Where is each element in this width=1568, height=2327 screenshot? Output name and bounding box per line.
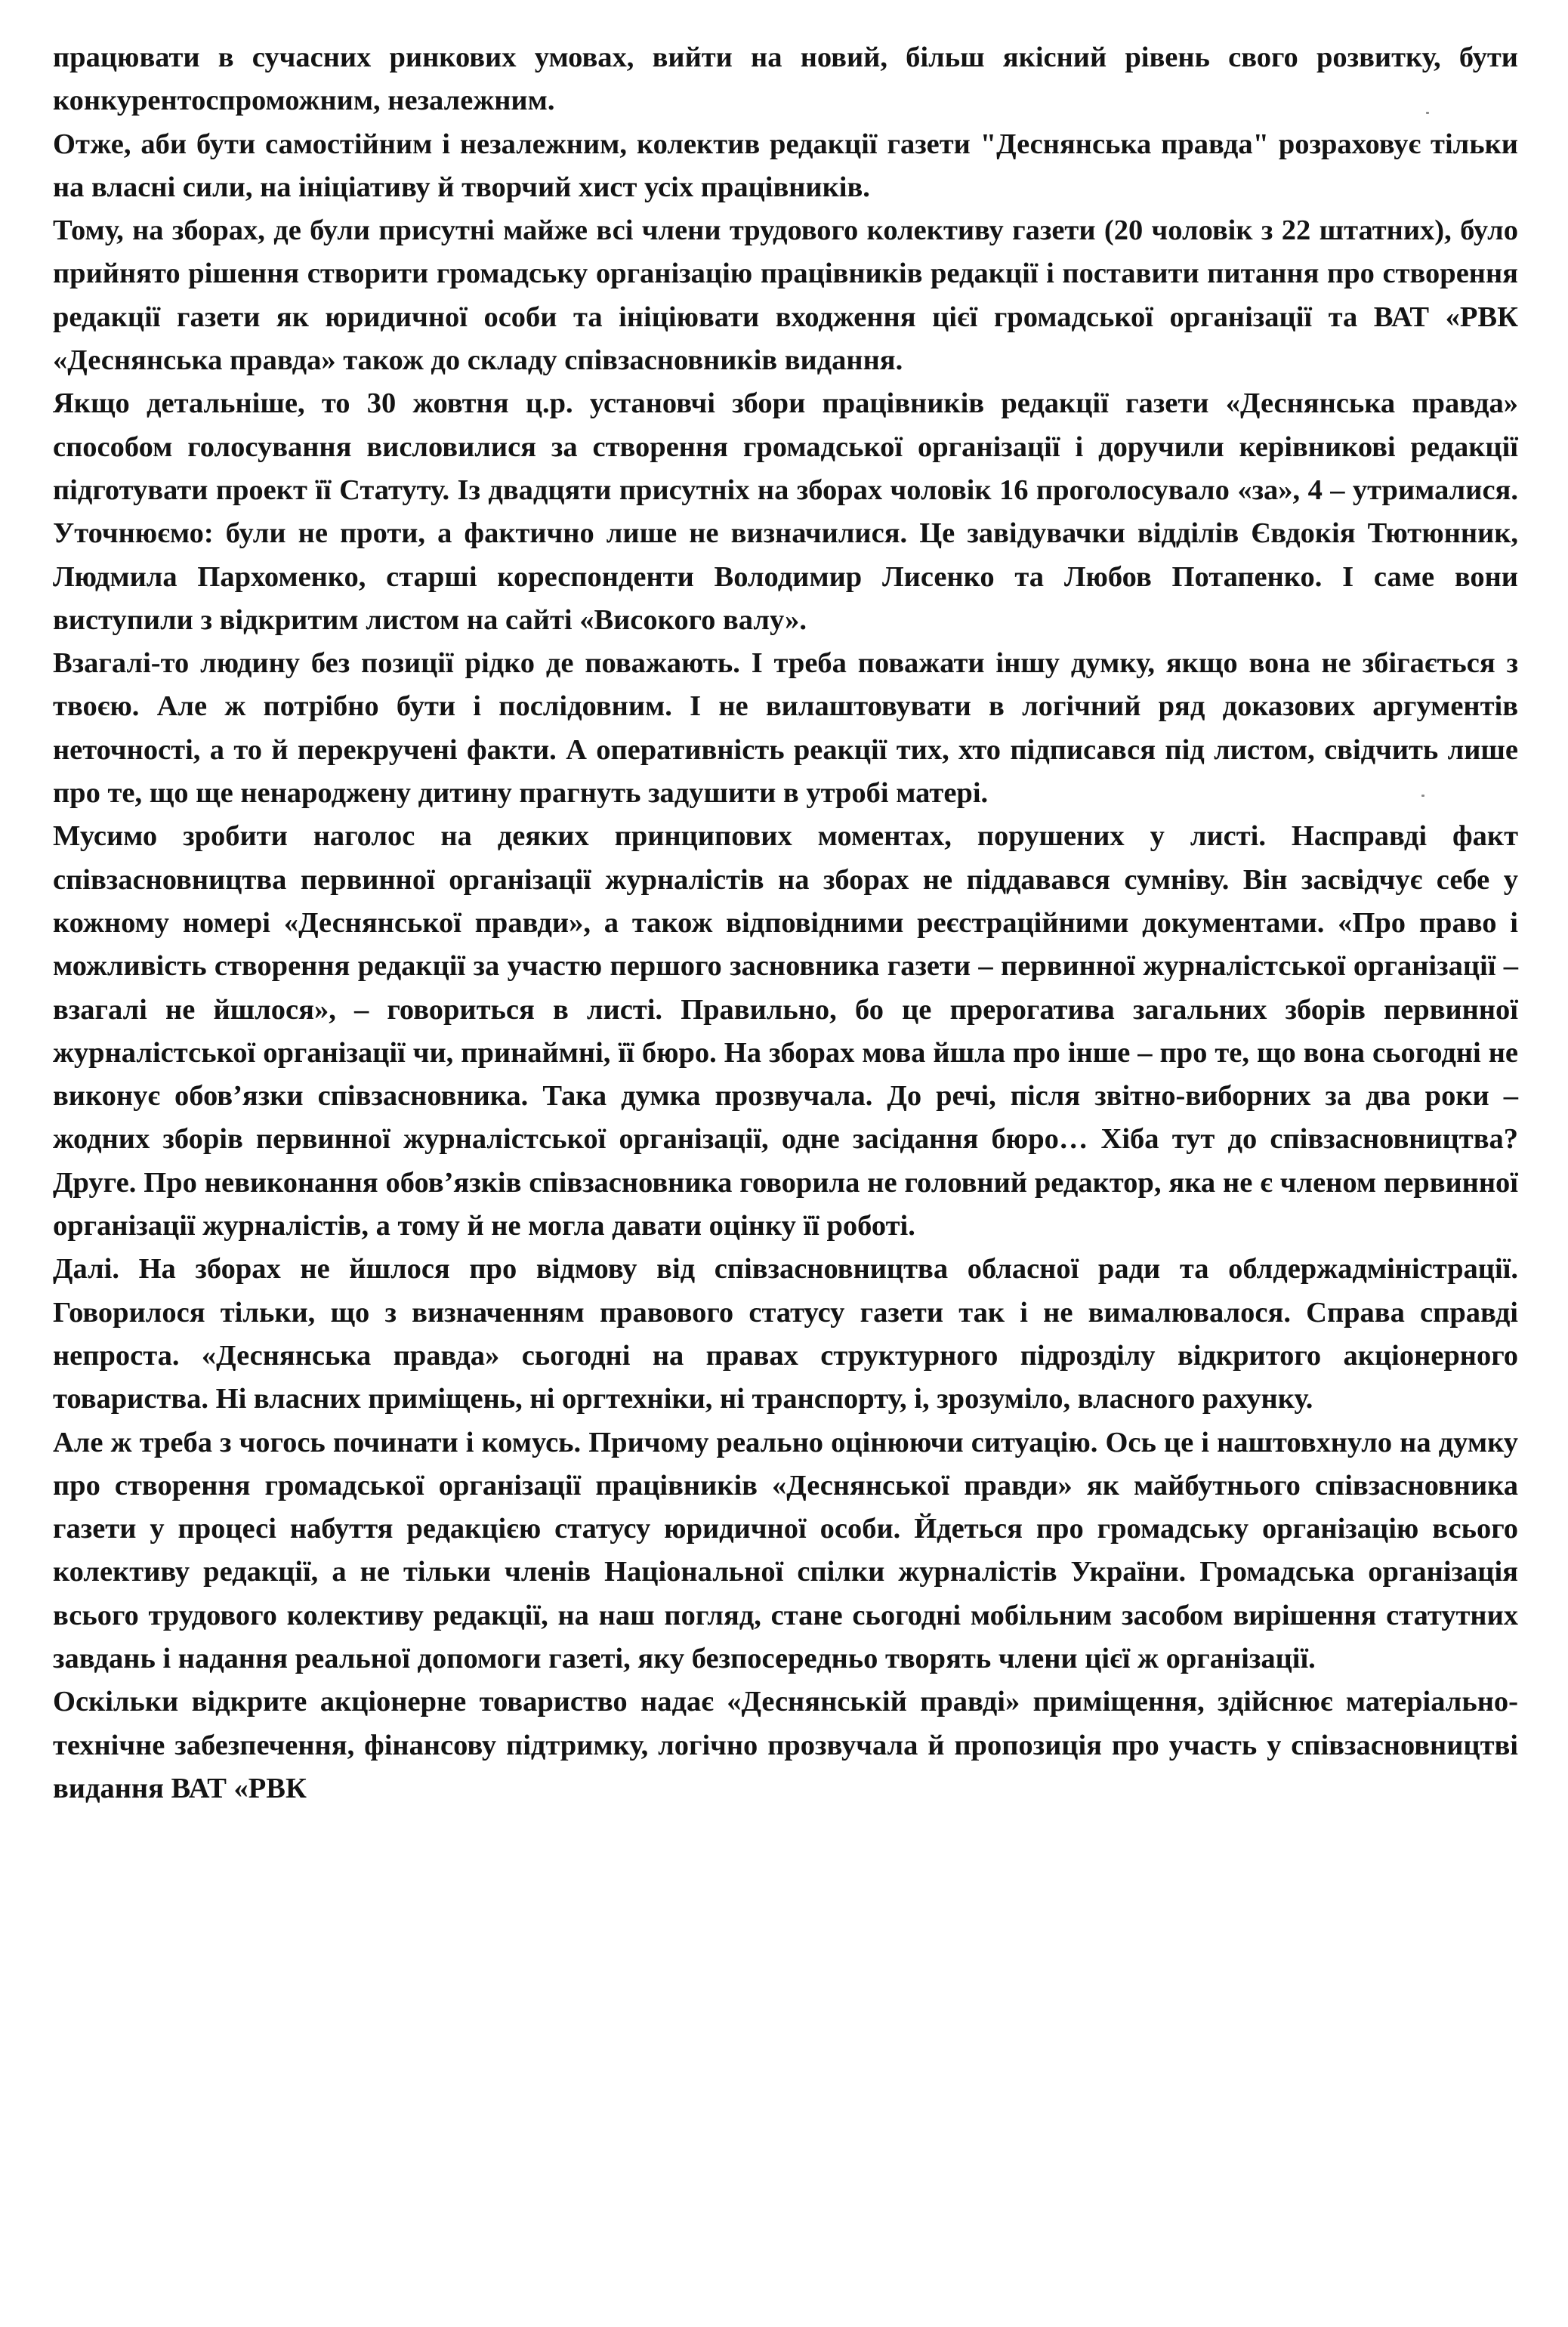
paragraph-5: Взагалі-то людину без позиції рідко де поважають. І треба поважати іншу думку, якщо вона не збігається з твоєю. Але ж потрібно бути і послідовним. І не вилаштовувати в логічний ряд доказових аргументів неточності, а то й перекручені факти. А оперативність реакції тих, хто підписався під листом, свідчить лише про те, що ще ненароджену дитину прагнуть задушити в утробі матері. — [53, 647, 1518, 810]
paragraph-1: працювати в сучасних ринкових умовах, вийти на новий, більш якісний рівень свого розвитку, бути конкурентоспроможним, незалежним. — [53, 42, 1518, 117]
document-page — [53, 36, 1518, 1810]
paragraph-6: Мусимо зробити наголос на деяких принципових моментах, порушених у листі. Насправді факт співзасновництва первинної організації журналістів на зборах не піддавався сумніву. Він засвідчує себе у кожному номері «Деснянської правди», а також відповідними реєстраційними документами. «Про право і можливість створення редакції за участю першого засновника газети – первинної журналістської організації – взагалі не йшлося», – говориться в листі. Правильно, бо це прерогатива загальних зборів первинної журналістської організації чи, принаймні, її бюро. На зборах мова йшла про інше – про те, що вона сьогодні не виконує обов’язки співзасновника. Така думка прозвучала. До речі, після звітно-виборних за два роки – жодних зборів первинної журналістської організації, одне засідання бюро… Хіба тут до співзасновництва? Друге. Про невиконання обов’язків співзасновника говорила не головний редактор, яка не є членом первинної організації журналістів, а тому й не могла давати оцінку її роботі. — [53, 820, 1518, 1242]
paragraph-9: Оскільки відкрите акціонерне товариство надає «Деснянській правді» приміщення, здійснює матеріально-технічне забезпечення, фінансову підтримку, логічно прозвучала й пропозиція про участь у співзасновництві видання ВАТ «РВК — [53, 1686, 1518, 1804]
paragraph-4: Якщо детальніше, то 30 жовтня ц.р. установчі збори працівників редакції газети «Деснянська правда» способом голосування висловилися за створення громадської організації і доручили керівникові редакції підготувати проект її Статуту. Із двадцяти присутніх на зборах чоловік 16 проголосувало «за», 4 – утрималися. Уточнюємо: були не проти, а фактично лише не визначилися. Це завідувачки відділів Євдокія Тютюнник, Людмила Пархоменко, старші кореспонденти Володимир Лисенко та Любов Потапенко. І саме вони виступили з відкритим листом на сайті «Високого валу». — [53, 387, 1518, 636]
paragraph-2: Отже, аби бути самостійним і незалежним, колектив редакції газети "Деснянська правда" розраховує тільки на власні сили, на ініціативу й творчий хист усіх працівників. — [53, 128, 1518, 203]
paragraph-8: Але ж треба з чогось починати і комусь. Причому реально оцінюючи ситуацію. Ось це і наштовхнуло на думку про створення громадської організації працівників «Деснянської правди» як майбутнього співзасновника газети у процесі набуття редакцією статусу юридичної особи. Йдеться про громадську організацію всього колективу редакції, а не тільки членів Національної спілки журналістів України. Громадська організація всього трудового колективу редакції, на наш погляд, стане сьогодні мобільним засобом вирішення статутних завдань і надання реальної допомоги газеті, яку безпосередньо творять члени цієї ж організації. — [53, 1426, 1518, 1674]
scan-speck — [1426, 112, 1429, 114]
paragraph-3: Тому, на зборах, де були присутні майже всі члени трудового колективу газети (20 чоловік з 22 штатних), було прийнято рішення створити громадську організацію працівників редакції і поставити питання про створення редакції газети як юридичної особи та ініціювати входження цієї громадської організації та ВАТ «РВК «Деснянська правда» також до складу співзасновників видання. — [53, 214, 1518, 377]
scan-speck — [1421, 795, 1424, 797]
paragraph-7: Далі. На зборах не йшлося про відмову від співзасновництва обласної ради та облдержадміністрації. Говорилося тільки, що з визначенням правового статусу газети так і не вималювалося. Справа справді непроста. «Деснянська правда» сьогодні на правах структурного підрозділу відкритого акціонерного товариства. Ні власних приміщень, ні оргтехніки, ні транспорту, і, зрозуміло, власного рахунку. — [53, 1253, 1518, 1415]
